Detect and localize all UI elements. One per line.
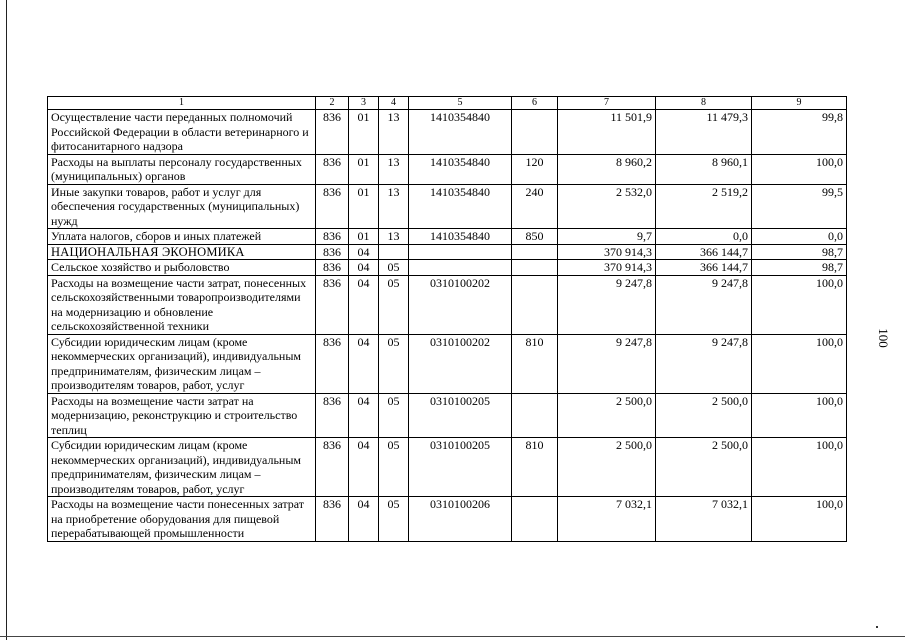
plan-amount: 11 501,9	[558, 110, 656, 155]
code-pr: 13	[379, 229, 409, 245]
code-csr: 1410354840	[409, 229, 512, 245]
plan-amount: 2 500,0	[558, 438, 656, 497]
plan-amount: 370 914,3	[558, 260, 656, 276]
page-number: 100	[876, 328, 891, 348]
column-header: 5	[409, 97, 512, 110]
code-gr: 836	[316, 260, 349, 276]
budget-table	[47, 96, 847, 542]
code-rz: 01	[349, 229, 379, 245]
actual-amount: 2 519,2	[656, 184, 752, 229]
table-row	[48, 184, 847, 229]
execution-percent: 0,0	[752, 229, 847, 245]
column-number-row	[48, 97, 847, 110]
execution-percent: 100,0	[752, 154, 847, 184]
column-header: 7	[558, 97, 656, 110]
code-rz: 01	[349, 154, 379, 184]
code-gr: 836	[316, 244, 349, 260]
code-rz: 04	[349, 260, 379, 276]
code-gr: 836	[316, 497, 349, 542]
table-body	[48, 97, 847, 542]
scan-edge-bottom	[0, 636, 905, 637]
column-header: 1	[48, 97, 316, 110]
table-row	[48, 334, 847, 393]
code-csr: 0310100205	[409, 393, 512, 438]
code-gr: 836	[316, 393, 349, 438]
plan-amount: 9 247,8	[558, 334, 656, 393]
code-vr: 120	[512, 154, 558, 184]
code-rz: 01	[349, 110, 379, 155]
code-rz: 01	[349, 184, 379, 229]
column-header: 4	[379, 97, 409, 110]
code-csr: 1410354840	[409, 154, 512, 184]
code-csr	[409, 260, 512, 276]
code-rz: 04	[349, 393, 379, 438]
actual-amount: 9 247,8	[656, 275, 752, 334]
plan-amount: 2 532,0	[558, 184, 656, 229]
code-vr	[512, 110, 558, 155]
table-row	[48, 393, 847, 438]
code-vr	[512, 244, 558, 260]
item-name: Сельское хозяйство и рыболовство	[48, 260, 316, 276]
table-row	[48, 275, 847, 334]
item-name: Иные закупки товаров, работ и услуг для обеспечения государственных (муниципальных) нужд	[48, 184, 316, 229]
code-csr: 1410354840	[409, 184, 512, 229]
actual-amount: 2 500,0	[656, 438, 752, 497]
actual-amount: 366 144,7	[656, 260, 752, 276]
code-pr: 05	[379, 260, 409, 276]
column-header: 6	[512, 97, 558, 110]
actual-amount: 2 500,0	[656, 393, 752, 438]
scan-edge-left	[6, 0, 7, 640]
actual-amount: 9 247,8	[656, 334, 752, 393]
actual-amount: 366 144,7	[656, 244, 752, 260]
code-pr: 05	[379, 393, 409, 438]
actual-amount: 8 960,1	[656, 154, 752, 184]
code-vr	[512, 393, 558, 438]
execution-percent: 99,5	[752, 184, 847, 229]
execution-percent: 100,0	[752, 438, 847, 497]
code-csr: 0310100202	[409, 275, 512, 334]
actual-amount: 0,0	[656, 229, 752, 245]
column-header: 8	[656, 97, 752, 110]
plan-amount: 370 914,3	[558, 244, 656, 260]
code-gr: 836	[316, 184, 349, 229]
item-name: Субсидии юридическим лицам (кроме некоммерческих организаций), индивидуальным предпринимателям, физическим лицам – производителям товаров, работ, услуг	[48, 438, 316, 497]
table-row	[48, 260, 847, 276]
plan-amount: 8 960,2	[558, 154, 656, 184]
plan-amount: 2 500,0	[558, 393, 656, 438]
item-name: НАЦИОНАЛЬНАЯ ЭКОНОМИКА	[48, 244, 316, 260]
code-rz: 04	[349, 244, 379, 260]
code-vr: 850	[512, 229, 558, 245]
execution-percent: 98,7	[752, 260, 847, 276]
code-vr	[512, 497, 558, 542]
code-gr: 836	[316, 334, 349, 393]
code-rz: 04	[349, 334, 379, 393]
execution-percent: 100,0	[752, 497, 847, 542]
execution-percent: 100,0	[752, 334, 847, 393]
code-gr: 836	[316, 110, 349, 155]
code-rz: 04	[349, 438, 379, 497]
plan-amount: 7 032,1	[558, 497, 656, 542]
item-name: Расходы на возмещение части затрат на модернизацию, реконструкцию и строительство теплиц	[48, 393, 316, 438]
code-pr: 13	[379, 154, 409, 184]
code-gr: 836	[316, 275, 349, 334]
item-name: Расходы на возмещение части понесенных затрат на приобретение оборудования для пищевой перерабатывающей промышленности	[48, 497, 316, 542]
table-row	[48, 154, 847, 184]
code-vr	[512, 260, 558, 276]
code-rz: 04	[349, 275, 379, 334]
code-csr	[409, 244, 512, 260]
item-name: Осуществление части переданных полномочий Российской Федерации в области ветеринарного и фитосанитарного надзора	[48, 110, 316, 155]
table-row	[48, 244, 847, 260]
plan-amount: 9 247,8	[558, 275, 656, 334]
table-row	[48, 497, 847, 542]
item-name: Уплата налогов, сборов и иных платежей	[48, 229, 316, 245]
table-row	[48, 110, 847, 155]
item-name: Субсидии юридическим лицам (кроме некоммерческих организаций), индивидуальным предпринимателям, физическим лицам – производителям товаров, работ, услуг	[48, 334, 316, 393]
table-row	[48, 438, 847, 497]
execution-percent: 100,0	[752, 393, 847, 438]
code-vr: 240	[512, 184, 558, 229]
code-gr: 836	[316, 154, 349, 184]
actual-amount: 7 032,1	[656, 497, 752, 542]
code-rz: 04	[349, 497, 379, 542]
execution-percent: 99,8	[752, 110, 847, 155]
code-csr: 1410354840	[409, 110, 512, 155]
code-vr: 810	[512, 334, 558, 393]
code-pr	[379, 244, 409, 260]
code-csr: 0310100206	[409, 497, 512, 542]
table-row	[48, 229, 847, 245]
code-vr	[512, 275, 558, 334]
scan-speck	[876, 626, 878, 628]
code-vr: 810	[512, 438, 558, 497]
code-pr: 13	[379, 184, 409, 229]
code-pr: 05	[379, 334, 409, 393]
code-gr: 836	[316, 438, 349, 497]
column-header: 3	[349, 97, 379, 110]
execution-percent: 98,7	[752, 244, 847, 260]
code-pr: 05	[379, 438, 409, 497]
column-header: 9	[752, 97, 847, 110]
code-pr: 13	[379, 110, 409, 155]
actual-amount: 11 479,3	[656, 110, 752, 155]
code-gr: 836	[316, 229, 349, 245]
code-pr: 05	[379, 275, 409, 334]
column-header: 2	[316, 97, 349, 110]
code-csr: 0310100202	[409, 334, 512, 393]
plan-amount: 9,7	[558, 229, 656, 245]
code-pr: 05	[379, 497, 409, 542]
code-csr: 0310100205	[409, 438, 512, 497]
item-name: Расходы на выплаты персоналу государственных (муниципальных) органов	[48, 154, 316, 184]
execution-percent: 100,0	[752, 275, 847, 334]
item-name: Расходы на возмещение части затрат, понесенных сельскохозяйственными товаропроизводителями на модернизацию и обновление сельскохозяйственной техники	[48, 275, 316, 334]
